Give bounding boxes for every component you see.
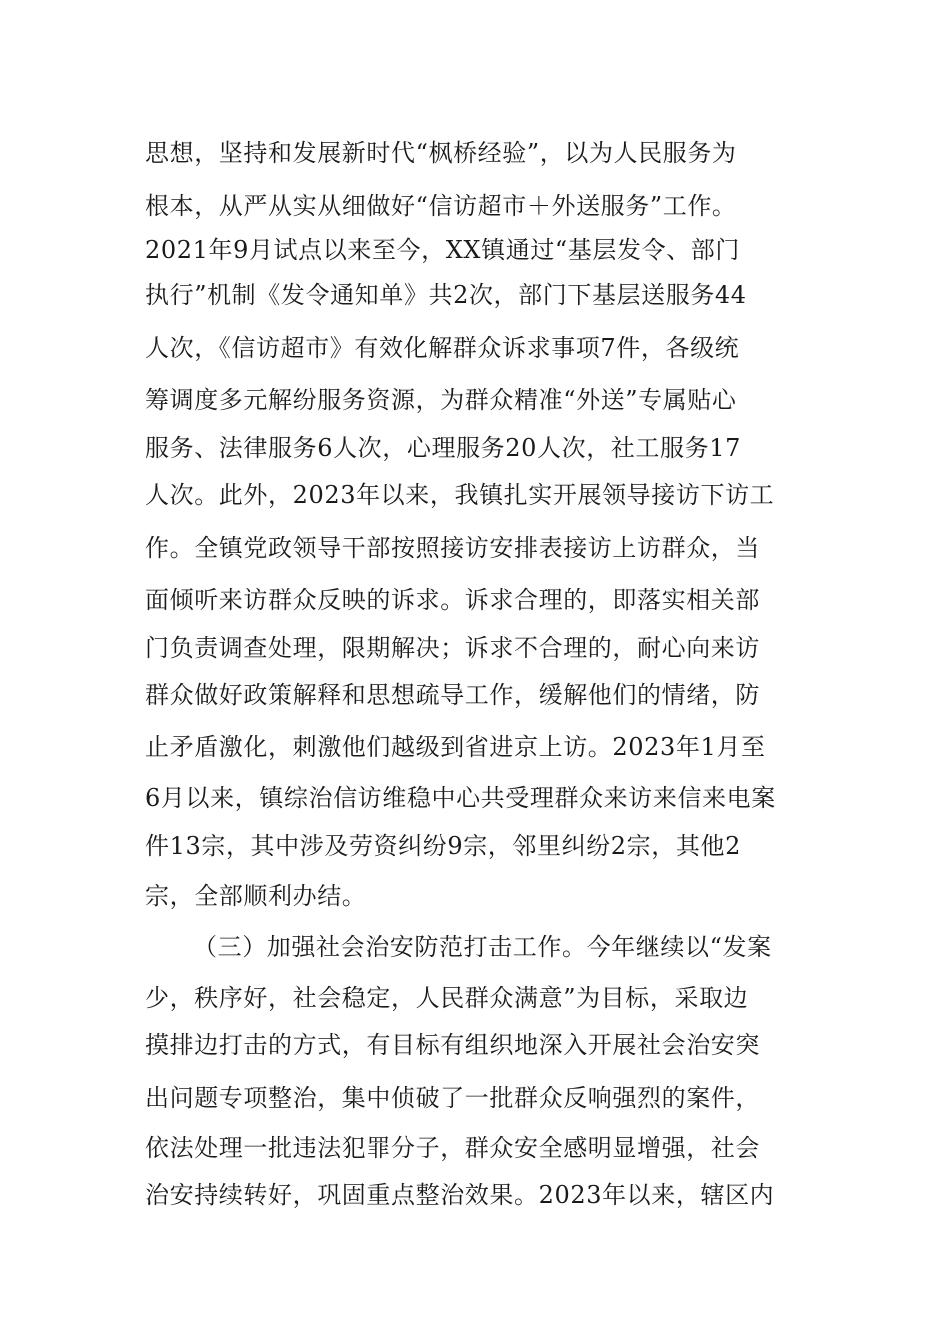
text-line: 筹调度多元解纷服务资源，为群众精准“外送”专属贴心 [145, 386, 737, 414]
text-line: 思想，坚持和发展新时代“枫桥经验”，以为人民服务为 [145, 139, 737, 167]
text-line: 件13宗，其中涉及劳资纠纷9宗，邻里纠纷2宗，其他2 [145, 832, 741, 860]
text-line: 摸排边打击的方式，有目标有组织地深入开展社会治安突 [145, 1031, 760, 1059]
text-line: 根本，从严从实从细做好“信访超市＋外送服务”工作。 [145, 192, 737, 220]
text-line: 执行”机制《发令通知单》共2次，部门下基层送服务44 [145, 281, 747, 309]
text-line: 依法处理一批违法犯罪分子，群众安全感明显增强，社会 [145, 1134, 760, 1162]
text-line: 止矛盾激化，刺激他们越级到省进京上访。2023年1月至 [145, 733, 766, 761]
text-line: 出问题专项整治，集中侦破了一批群众反响强烈的案件， [145, 1084, 760, 1112]
text-line: 门负责调查处理，限期解决；诉求不合理的，耐心向来访 [145, 634, 760, 662]
text-line: 作。全镇党政领导干部按照接访安排表接访上访群众，当 [145, 534, 760, 562]
text-line: 服务、法律服务6人次，心理服务20人次，社工服务17 [145, 434, 741, 462]
text-line: 宗，全部顺利办结。 [145, 882, 367, 910]
text-line: 少，秩序好，社会稳定，人民群众满意”为目标，采取边 [145, 984, 749, 1012]
text-line: 人次。此外，2023年以来，我镇扎实开展领导接访下访工 [145, 481, 775, 509]
section-heading-line: （三）加强社会治安防范打击工作。今年继续以“发案 [193, 933, 772, 961]
text-line: 群众做好政策解释和思想疏导工作，缓解他们的情绪，防 [145, 681, 760, 709]
text-line: 人次，《信访超市》有效化解群众诉求事项7件，各级统 [145, 334, 740, 362]
text-line: 面倾听来访群众反映的诉求。诉求合理的，即落实相关部 [145, 586, 760, 614]
text-line: 6月以来，镇综治信访维稳中心共受理群众来访来信来电案 [145, 784, 776, 812]
text-line: 2021年9月试点以来至今，XX镇通过“基层发令、部门 [145, 236, 740, 264]
text-line: 治安持续转好，巩固重点整治效果。2023年以来，辖区内 [145, 1181, 775, 1209]
